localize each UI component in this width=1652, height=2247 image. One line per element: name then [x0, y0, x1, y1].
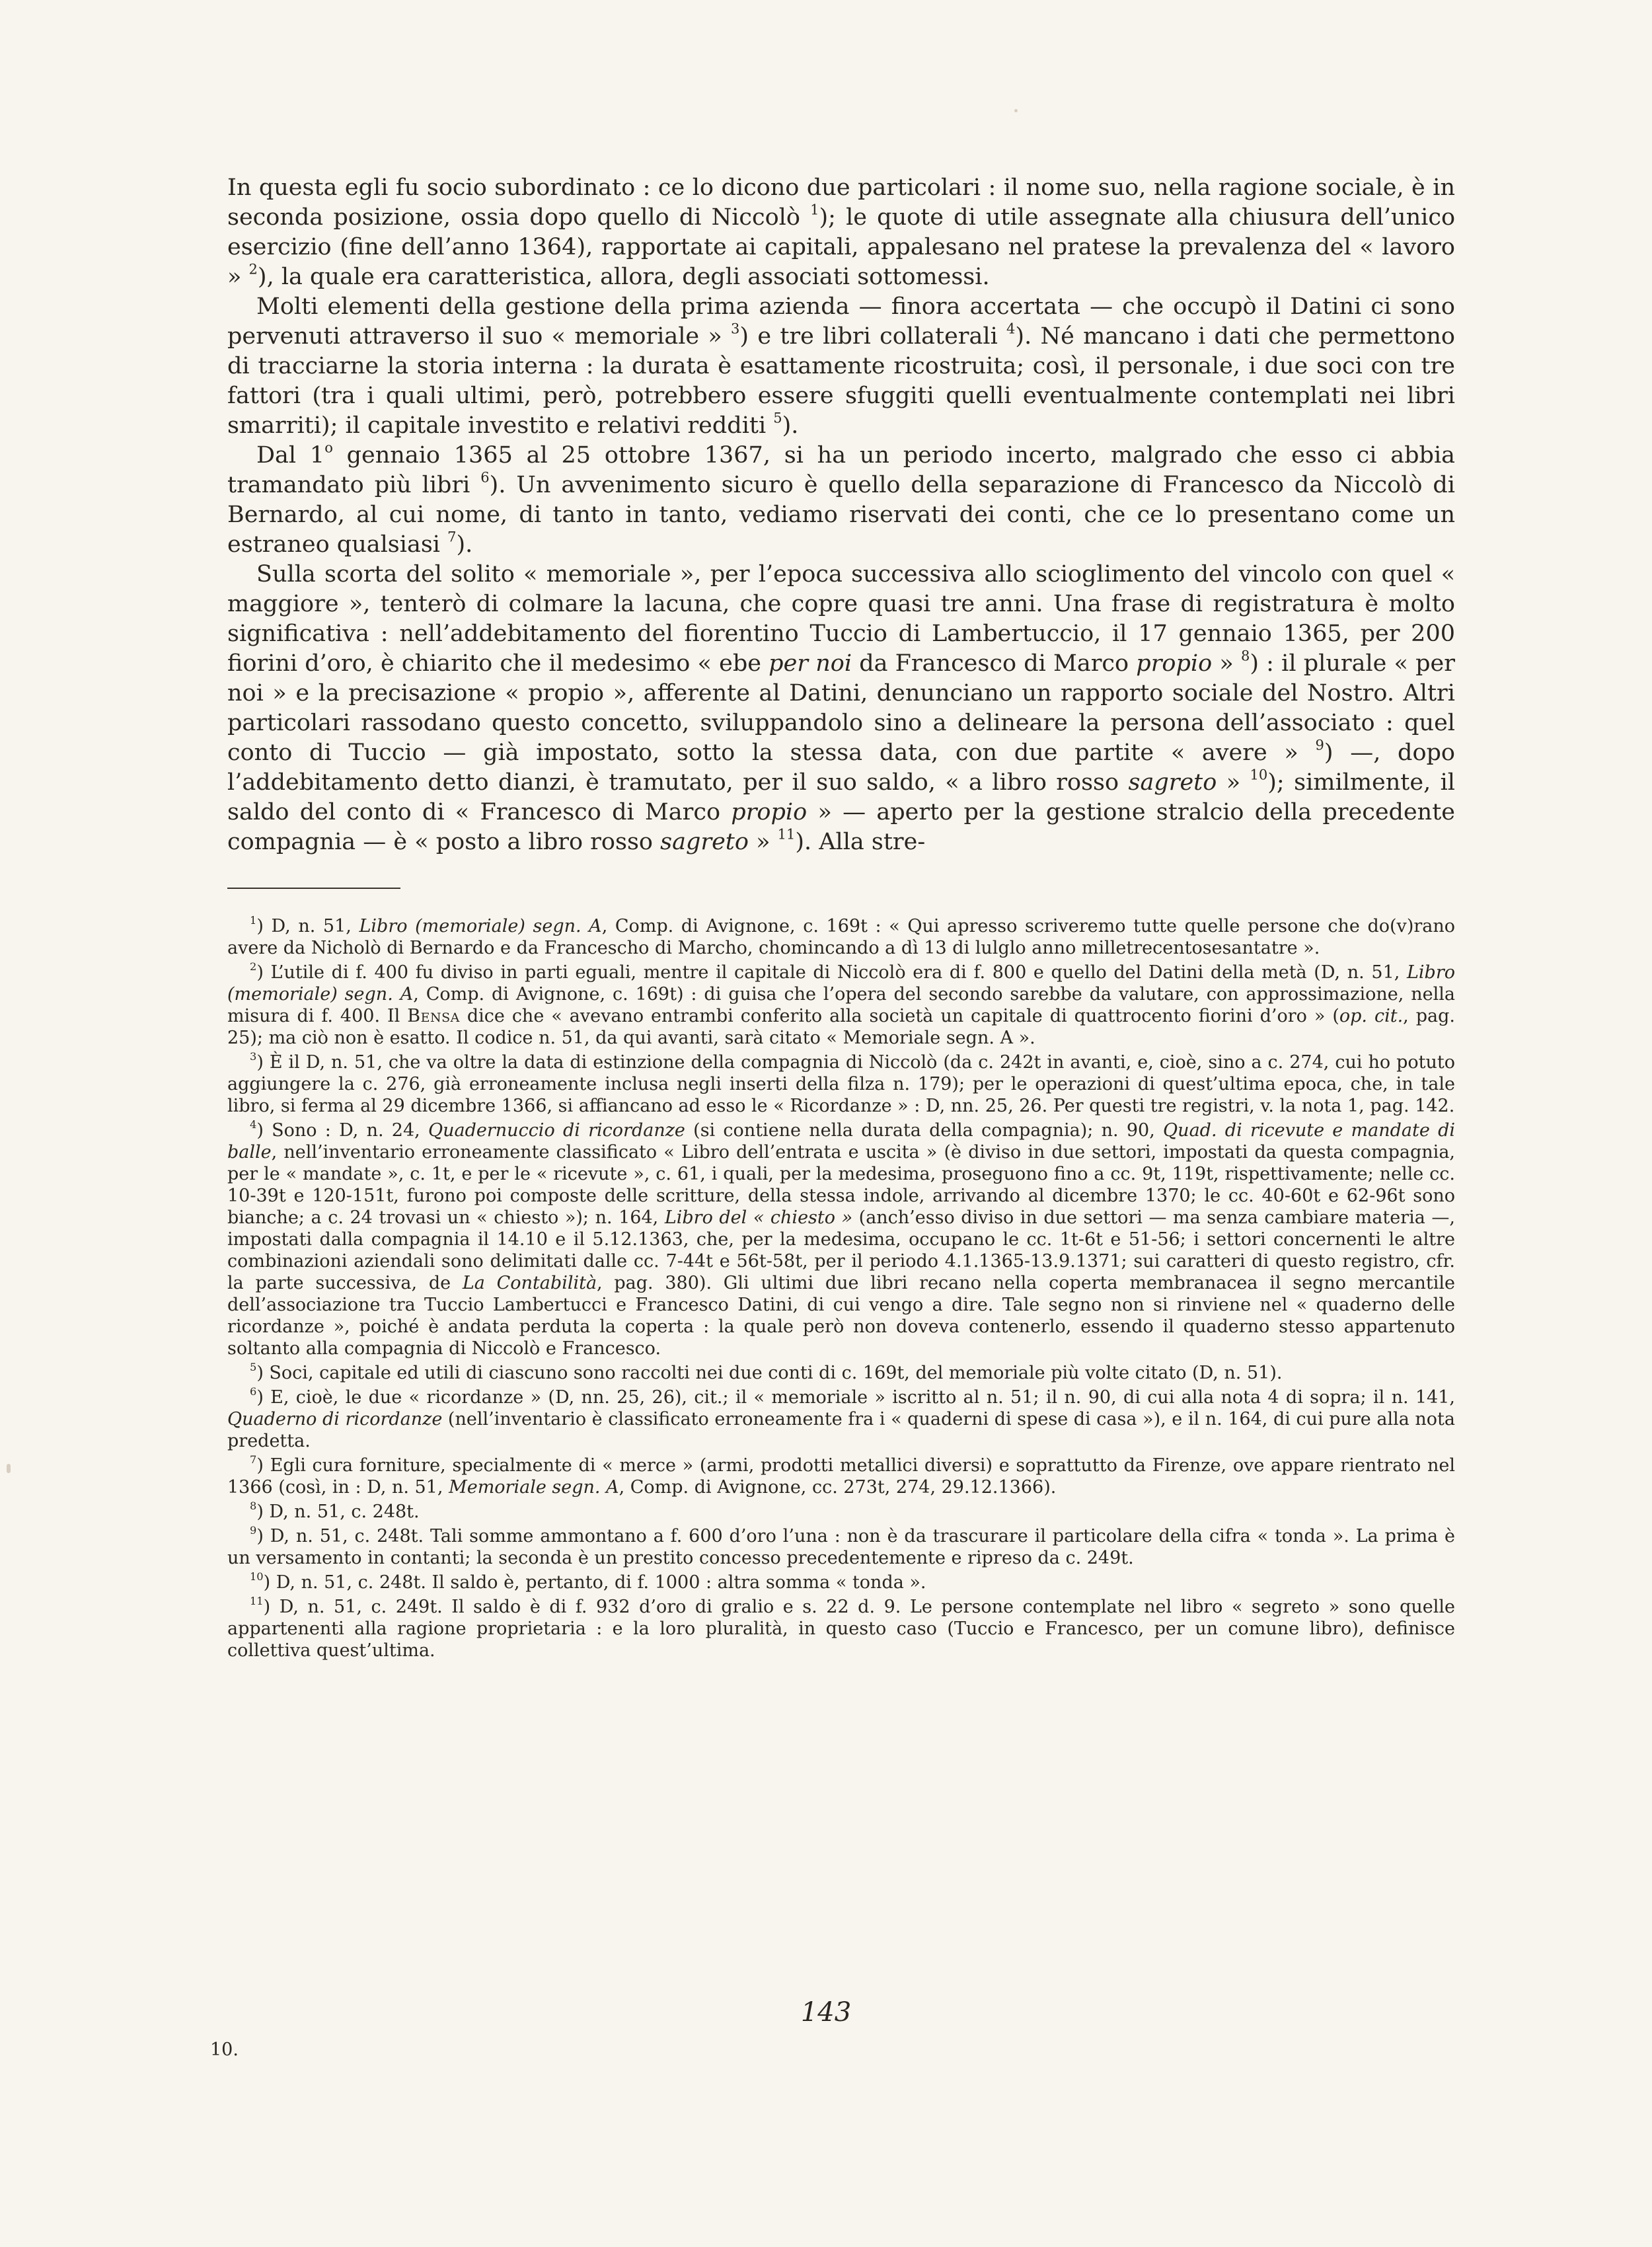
paragraph-2	[227, 292, 1455, 441]
footnote-ref-1[interactable]: 1	[810, 202, 819, 218]
p4-text-b: da Francesco di Marco	[852, 650, 1137, 677]
paragraph-1	[227, 173, 1455, 292]
footnote-9-text-a: ) D, n. 51, c. 248t. Tali somme ammontano a f. 600 d’oro l’una : non è da trascurare il particolare della cifra « tonda ». La prima è un versamento in contanti; la seconda è un prestito concesso precedentemente e ripreso da c. 249t.	[227, 1526, 1455, 1568]
p3-text-c: ). Un avvenimento sicuro è quello della separazione di Francesco da Niccolò di Bernardo, al cui nome, di tanto in tanto, vediamo riservati dei conti, che ce lo presentano come un estraneo qualsiasi	[227, 472, 1455, 558]
footnote-11	[227, 1596, 1455, 1661]
footnote-6-text-a: ) E, cioè, le due « ricordanze » (D, nn. 25, 26), cit.; il « memoriale » iscritto al n. 51; il n. 90, di cui alla nota 4 di sopra; il n. 141,	[256, 1387, 1455, 1408]
page-number: 143	[800, 1997, 852, 2028]
text-block	[227, 173, 1455, 1664]
p4-italic-propio-1: propio	[1136, 650, 1213, 677]
footnote-2-author-bensa: Bensa	[407, 1006, 460, 1026]
footnote-ref-2[interactable]: 2	[248, 261, 258, 278]
footnote-4-text-d: (anch’esso diviso in due settori — ma senza cambiare materia —, impostati dalla compagnia il 14.10 e il 5.12.1363, che, per la medesima, occupano le cc. 1t-6t e 51-56; i settori concernenti le altre combinazioni aziendali sono delimitati dalle cc. 7-44t e 56t-58t, per il periodo 4.1.1365-13.9.1371; sui caratteri di questo registro, cfr. la parte successiva, de	[227, 1207, 1455, 1293]
footnote-7	[227, 1455, 1455, 1498]
p3-text-d: ).	[456, 531, 473, 558]
p4-text-h: » — aperto per la gestione stralcio della precedente compagnia — è « posto a libro rosso	[227, 799, 1455, 855]
p4-text-j: »	[748, 829, 778, 855]
paragraph-3	[227, 441, 1455, 560]
footnote-6-text-b: (nell’inventario è classificato erroneamente fra i « quaderni di spese di casa »), e il n. 164, di cui pure alla nota predetta.	[227, 1409, 1456, 1451]
footnote-2-italic-2: op. cit.	[1339, 1006, 1404, 1026]
footnote-1-italic-1: Libro (memoriale) segn. A	[359, 916, 602, 936]
footnote-3-text-a: ) È il D, n. 51, che va oltre la data di estinzione della compagnia di Niccolò (da c. 242t in avanti, e, cioè, sino a c. 274, cui ho potuto aggiungere la c. 276, già erroneamente inclusa negli inserti della filza n. 179); per le operazioni di quest’ultima epoca, che, in tale libro, si ferma al 29 dicembre 1366, si affiancano ad esso le « Ricordanze » : D, nn. 25, 26. Per questi tre registri, v. la nota 1, pag. 142.	[227, 1052, 1455, 1116]
main-text	[227, 173, 1455, 857]
footnote-2-text-a: ) L’utile di f. 400 fu diviso in parti eguali, mentre il capitale di Niccolò era di f. 800 e quello del Datini della metà (D, n. 51,	[256, 962, 1407, 983]
footnote-11-text-a: ) D, n. 51, c. 249t. Il saldo è di f. 932 d’oro di gralio e s. 22 d. 9. Le persone contemplate nel libro « segreto » sono quelle appartenenti alla ragione proprietaria : e la loro pluralità, in questo caso (Tuccio e Francesco, per un comune libro), definisce collettiva quest’ultima.	[227, 1597, 1455, 1661]
paragraph-4	[227, 560, 1455, 857]
p4-text-d: ) : il plurale « per noi » e la precisazione « propio », afferente al Datini, denunciano un rapporto sociale del Nostro. Altri particolari rassodano questo concetto, sviluppandolo sino a delineare la persona dell’associato : quel conto di Tuccio — già impostato, sotto la stessa data, con due partite « avere »	[227, 650, 1456, 766]
footnote-6	[227, 1387, 1455, 1452]
footnote-ref-8[interactable]: 8	[1240, 648, 1250, 664]
footnote-4-italic-3: Libro del « chiesto »	[664, 1207, 853, 1228]
footnote-11-number: 11	[250, 1594, 264, 1607]
footnote-5-number: 5	[250, 1360, 257, 1373]
footnote-1-number: 1	[250, 913, 257, 927]
footnote-4-italic-2: Quad. di ricevute e mandate di balle	[227, 1120, 1455, 1162]
p4-italic-sagreto-2: sagreto	[660, 829, 749, 855]
p4-text-k: ). Alla stre-	[795, 829, 926, 855]
footnote-9	[227, 1525, 1455, 1569]
p2-text-b: ) e tre libri collaterali	[739, 323, 1007, 350]
footnote-1-text-b: , Comp. di Avignone, c. 169t : « Qui apresso scriveremo tutte quelle persone che do(v)rano avere da Nicholò di Bernardo e da Francescho di Marcho, chomincando a dì 13 di lulglo anno milletrecentosesantatre ».	[227, 916, 1455, 958]
footnote-7-text-a: ) Egli cura forniture, specialmente di « merce » (armi, prodotti metallici diversi) e soprattutto da Firenze, ove appare rientrato nel 1366 (così, in : D, n. 51,	[227, 1455, 1455, 1498]
p4-italic-per-noi: per noi	[769, 650, 852, 677]
footnote-2-text-b: , Comp. di Avignone, c. 169t) : di guisa che l’opera del secondo sarebbe da valutare, con approssimazione, nella misura di f. 400. Il	[227, 984, 1456, 1026]
footnote-8-number: 8	[250, 1499, 257, 1512]
footnote-3	[227, 1051, 1455, 1117]
footnote-2-number: 2	[250, 960, 257, 973]
footnote-7-number: 7	[250, 1453, 257, 1466]
footnote-7-text-b: , Comp. di Avignone, cc. 273t, 274, 29.12.1366).	[619, 1477, 1057, 1498]
p2-text-c: ). Né mancano i dati che permettono di tracciarne la storia interna : la durata è esattamente ricostruita; così, il personale, i due soci con tre fattori (tra i quali ultimi, però, potrebbero essere sfuggiti quelli eventualmente contemplati nei libri smarriti); il capitale investito e relativi redditi	[227, 323, 1455, 439]
degree-superscript: o	[324, 439, 333, 456]
p1-text-c: ), la quale era caratteristica, allora, degli associati sottomessi.	[257, 264, 990, 290]
footnote-2-italic-1: Libro (memoriale) segn. A	[227, 962, 1455, 1005]
p1-text-b: ); le quote di utile assegnate alla chiusura dell’unico esercizio (fine dell’anno 1364), rapportate ai capitali, appalesano nel pratese la prevalenza del « lavoro »	[227, 204, 1456, 290]
p4-text-e: ) —, dopo l’addebitamento detto dianzi, è tramutato, per il suo saldo, « a libro rosso	[227, 740, 1456, 796]
paper-blemish-1	[1014, 109, 1018, 112]
footnote-1-text-a: ) D, n. 51,	[256, 916, 359, 936]
footnote-4-text-c: , nell’inventario erroneamente classificato « Libro dell’entrata e uscita » (è diviso in due settori, impostati da questa compagnia, per le « mandate », c. 1t, e per le « ricevute », c. 61, i quali, per la medesima, proseguono fino a cc. 9t, 119t, rispettivamente; nelle cc. 10-39t e 120-151t, furono poi composte delle scritture, della stessa indole, arrivando al dicembre 1370; le cc. 40-60t e 62-96t sono bianche; a c. 24 trovasi un « chiesto »); n. 164,	[227, 1142, 1455, 1228]
footnote-divider	[227, 888, 400, 889]
footnote-ref-3[interactable]: 3	[731, 321, 740, 337]
footnote-4	[227, 1120, 1455, 1359]
footnote-8-text-a: ) D, n. 51, c. 248t.	[256, 1502, 420, 1522]
footnote-10-number: 10	[250, 1570, 264, 1583]
p4-text-c: »	[1212, 650, 1241, 677]
footnote-2	[227, 962, 1455, 1049]
p4-text-g: ); similmente, il saldo del conto di « Francesco di Marco	[227, 769, 1455, 825]
footnote-7-italic-1: Memoriale segn. A	[449, 1477, 619, 1498]
p4-text-a: Sulla scorta del solito « memoriale », per l’epoca successiva allo scioglimento del vincolo con quel « maggiore », tenterò di colmare la lacuna, che copre quasi tre anni. Una frase di registratura è molto significativa : nell’addebitamento del fiorentino Tuccio di Lambertuccio, il 17 gennaio 1365, per 200 fiorini d’oro, è chiarito che il medesimo « ebe	[227, 561, 1455, 677]
footnote-ref-7[interactable]: 7	[447, 529, 457, 545]
footnote-2-text-c: dice che « avevano entrambi conferito alla società un capitale di quattrocento fiorini d’oro » (	[459, 1006, 1339, 1026]
footnote-4-italic-4: La Contabilità	[462, 1273, 597, 1293]
footnote-4-italic-1: Quadernuccio di ricordanze	[428, 1120, 685, 1141]
footnote-4-number: 4	[250, 1118, 257, 1131]
footnotes	[227, 915, 1455, 1661]
footnote-2-text-d: , pag. 25); ma ciò non è esatto. Il codice n. 51, da qui avanti, sarà citato « Memoriale segn. A ».	[227, 1006, 1455, 1048]
footnote-5-text-a: ) Soci, capitale ed utili di ciascuno sono raccolti nei due conti di c. 169t, del memoriale più volte citato (D, n. 51).	[256, 1363, 1283, 1383]
footnote-1	[227, 915, 1455, 959]
footnote-3-number: 3	[250, 1049, 257, 1063]
p4-text-f: »	[1217, 769, 1250, 796]
p4-italic-sagreto-1: sagreto	[1128, 769, 1217, 796]
footnote-4-text-a: ) Sono : D, n. 24,	[256, 1120, 428, 1141]
p2-text-d: ).	[782, 412, 799, 439]
footnote-ref-10[interactable]: 10	[1250, 767, 1268, 783]
p3-text-b: gennaio 1365 al 25 ottobre 1367, si ha un periodo incerto, malgrado che esso ci abbia tramandato più libri	[227, 442, 1455, 498]
footnote-6-italic-1: Quaderno di ricordanze	[227, 1409, 443, 1429]
p1-text-a: In questa egli fu socio subordinato : ce lo dicono due particolari : il nome suo, nella ragione sociale, è in seconda posizione, ossia dopo quello di Niccolò	[227, 174, 1455, 231]
paper-blemish-2	[7, 1464, 11, 1473]
footnote-ref-4[interactable]: 4	[1006, 321, 1016, 337]
footnote-4-text-e: , pag. 380). Gli ultimi due libri recano nella coperta membranacea il segno mercantile dell’associazione tra Tuccio Lambertucci e Francesco Datini, di cui vengo a dire. Tale segno non si rinviene nel « quaderno delle ricordanze », poiché è andata perduta la coperta : la quale però non doveva contenerlo, essendo il quaderno stesso appartenuto soltanto alla compagnia di Niccolò e Francesco.	[227, 1273, 1455, 1359]
footnote-ref-6[interactable]: 6	[480, 469, 490, 486]
footnote-4-text-b: (si contiene nella durata della compagnia); n. 90,	[685, 1120, 1164, 1141]
p4-italic-propio-2: propio	[731, 799, 807, 825]
p3-text-a: Dal 1	[256, 442, 325, 469]
signature-mark: 10.	[210, 2039, 239, 2060]
footnote-ref-11[interactable]: 11	[777, 826, 796, 843]
footnote-10	[227, 1572, 1455, 1593]
footnote-5	[227, 1362, 1455, 1384]
footnote-6-number: 6	[250, 1385, 257, 1398]
footnote-ref-5[interactable]: 5	[773, 410, 782, 426]
footnote-8	[227, 1501, 1455, 1523]
footnote-9-number: 9	[250, 1523, 257, 1537]
footnote-ref-9[interactable]: 9	[1315, 737, 1324, 753]
footnote-10-text-a: ) D, n. 51, c. 248t. Il saldo è, pertanto, di f. 1000 : altra somma « tonda ».	[263, 1572, 926, 1593]
p2-text-a: Molti elementi della gestione della prima azienda — finora accertata — che occupò il Datini ci sono pervenuti attraverso il suo « memoriale »	[227, 293, 1455, 350]
